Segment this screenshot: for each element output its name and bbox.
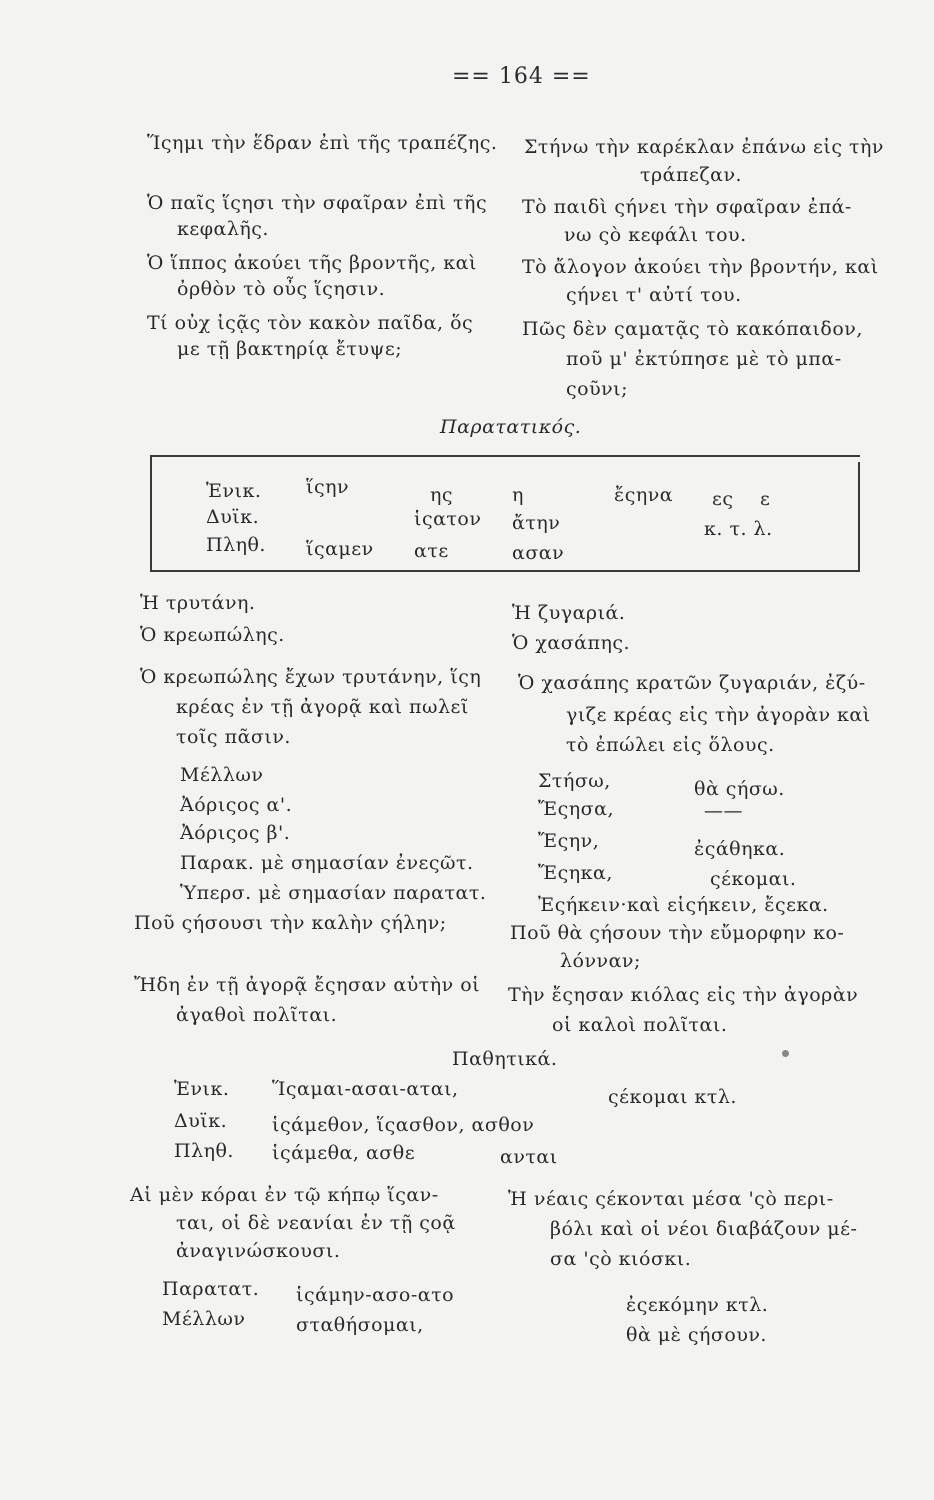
passive-label: Ἑνικ. — [174, 1078, 230, 1100]
left-line: Ὁ κρεωπώλης ἔχων τρυτάνην, ἵςη — [140, 666, 482, 688]
right-line: ςήνει τ' αὐτί του. — [566, 284, 742, 306]
right-line: σα 'ςὸ κιόσκι. — [550, 1248, 692, 1270]
tense-name: Ὑπερσ. μὲ σημασίαν παρατατ. — [180, 882, 487, 904]
right-line: ποῦ μ' ἐκτύπησε μὲ τὸ μπα- — [566, 348, 842, 370]
right-line: νω ςὸ κεφάλι του. — [564, 224, 747, 246]
tense-name: Παρακ. μὲ σημασίαν ἐνεςῶτ. — [180, 852, 474, 874]
table-left-rule — [150, 455, 152, 570]
right-line: λόνναν; — [560, 950, 641, 972]
tense-name: Ἀόριςος β'. — [180, 822, 291, 844]
left-line: Ὁ ἵππος ἀκούει τῆς βροντῆς, καὶ — [147, 252, 477, 274]
right-line: Στήνω τὴν καρέκλαν ἐπάνω εἰς τὴν — [524, 136, 884, 158]
right-line: τὸ ἐπώλει εἰς ὅλους. — [566, 734, 775, 756]
passive-forms: Ἵςαμαι-ασαι-αται, — [272, 1078, 459, 1100]
tense-name: Παρατατ. — [162, 1278, 260, 1300]
table-cell: ες — [712, 488, 734, 510]
tense-modern: ἐςεκόμην κτλ. — [626, 1294, 769, 1316]
right-line: τράπεζαν. — [640, 164, 743, 186]
tense-form: Ἔςησα, — [538, 798, 615, 820]
left-line: Τί οὐχ ἱςᾷς τὸν κακὸν παῖδα, ὅς — [147, 312, 474, 334]
table-cell: ἵςην — [306, 476, 350, 498]
table-right-rule — [858, 462, 860, 572]
right-line: Τὸ παιδὶ ςήνει τὴν σφαῖραν ἐπά- — [522, 196, 852, 218]
right-line: Ποῦ θὰ ςήσουν τὴν εὔμορφην κο- — [510, 922, 845, 944]
tense-modern: θὰ μὲ ςήσουν. — [626, 1324, 767, 1346]
tense-form: Στήσω, — [538, 770, 611, 792]
table-cell: Δυϊκ. — [206, 506, 260, 528]
passive-forms: ἱςάμεθα, ασθε — [272, 1142, 416, 1164]
page-number: == 164 == — [452, 64, 591, 89]
left-line: με τῇ βακτηρίᾳ ἔτυψε; — [177, 338, 403, 360]
right-line: οἱ καλοὶ πολῖται. — [552, 1014, 728, 1036]
passive-label: Πληθ. — [174, 1140, 234, 1162]
right-line: Τὴν ἔςησαν κιόλας εἰς τὴν ἀγορὰν — [508, 984, 859, 1006]
tense-form: Ἐςήκειν·καὶ εἱςήκειν, ἔςεκα. — [538, 894, 829, 916]
passive-modern: ςέκομαι κτλ. — [608, 1086, 737, 1108]
ink-dot — [782, 1050, 789, 1057]
left-line: Ποῦ ςήσουσι τὴν καλὴν ςήλην; — [134, 912, 447, 934]
tense-form: Ἔςηκα, — [538, 862, 613, 884]
right-line: Ὁ χασάπης κρατῶν ζυγαριάν, ἐζύ- — [518, 672, 866, 694]
table-cell: ης — [430, 484, 454, 506]
right-line: Τὸ ἄλογον ἀκούει τὴν βροντήν, καὶ — [522, 256, 879, 278]
left-line: Αἱ μὲν κόραι ἐν τῷ κήπῳ ἵςαν- — [130, 1184, 439, 1206]
tense-form: Ἔςην, — [538, 830, 600, 852]
table-top-rule — [150, 455, 860, 457]
table-cell: η — [512, 484, 524, 506]
table-cell: ἄτην — [512, 512, 561, 534]
right-line: Πῶς δὲν ςαματᾷς τὸ κακόπαιδον, — [522, 318, 863, 340]
tense-name: Ἀόριςος α'. — [180, 794, 293, 816]
passive-modern: ανται — [500, 1146, 558, 1168]
vocab-right: Ὁ χασάπης. — [512, 632, 631, 654]
table-cell: ἱςατον — [414, 508, 482, 530]
tense-form: σταθήσομαι, — [296, 1314, 424, 1336]
left-line: ἀναγινώσκουσι. — [176, 1240, 341, 1262]
left-line: ται, οἱ δὲ νεανίαι ἐν τῇ ςοᾷ — [176, 1212, 456, 1234]
tense-modern: —— — [704, 800, 743, 822]
left-line: Ἵςημι τὴν ἕδραν ἐπὶ τῆς τραπέζης. — [147, 132, 498, 154]
vocab-left: Ὁ κρεωπώλης. — [140, 624, 285, 646]
section-heading: Παθητικά. — [452, 1048, 558, 1070]
table-cell: ἵςαμεν — [306, 538, 374, 560]
left-line: τοῖς πᾶσιν. — [176, 726, 291, 748]
vocab-right: Ἡ ζυγαριά. — [512, 602, 626, 624]
passive-forms: ἱςάμεθον, ἵςασθον, ασθον — [272, 1114, 535, 1136]
left-line: ὀρθὸν τὸ οὖς ἵςησιν. — [177, 278, 386, 300]
left-line: Ὁ παῖς ἵςησι τὴν σφαῖραν ἐπὶ τῆς — [147, 192, 488, 214]
table-bottom-rule — [150, 570, 860, 572]
tense-modern: ἐςάθηκα. — [694, 838, 786, 860]
table-cell: Ἑνικ. — [206, 480, 262, 502]
right-line: Ἡ νέαις ςέκονται μέσα 'ςὸ περι- — [508, 1188, 834, 1210]
table-cell: ε — [760, 488, 771, 510]
tense-name: Μέλλων — [180, 764, 264, 786]
table-cell: κ. τ. λ. — [704, 518, 773, 540]
left-line: κεφαλῆς. — [177, 218, 269, 240]
tense-name: Μέλλων — [162, 1308, 246, 1330]
left-line: ἀγαθοὶ πολῖται. — [176, 1004, 338, 1026]
section-heading: Παρατατικός. — [440, 416, 582, 438]
table-cell: ἔςηνα — [614, 484, 674, 506]
table-cell: Πληθ. — [206, 534, 266, 556]
right-line: βόλι καὶ οἱ νέοι διαβάζουν μέ- — [550, 1218, 858, 1240]
table-cell: ατε — [414, 540, 449, 562]
table-cell: ασαν — [512, 542, 565, 564]
right-line: γιζε κρέας εἰς τὴν ἀγορὰν καὶ — [566, 704, 871, 726]
tense-modern: ςέκομαι. — [710, 868, 797, 890]
right-line: ςοῦνι; — [566, 378, 629, 400]
tense-modern: θὰ ςήσω. — [694, 778, 785, 800]
left-line: κρέας ἐν τῇ ἀγορᾷ καὶ πωλεῖ — [176, 696, 469, 718]
left-line: Ἤδη ἐν τῇ ἀγορᾷ ἔςησαν αὐτὴν οἱ — [134, 974, 481, 996]
passive-label: Δυϊκ. — [174, 1110, 228, 1132]
tense-form: ἱςάμην-ασο-ατο — [296, 1284, 455, 1306]
vocab-left: Ἡ τρυτάνη. — [140, 592, 256, 614]
